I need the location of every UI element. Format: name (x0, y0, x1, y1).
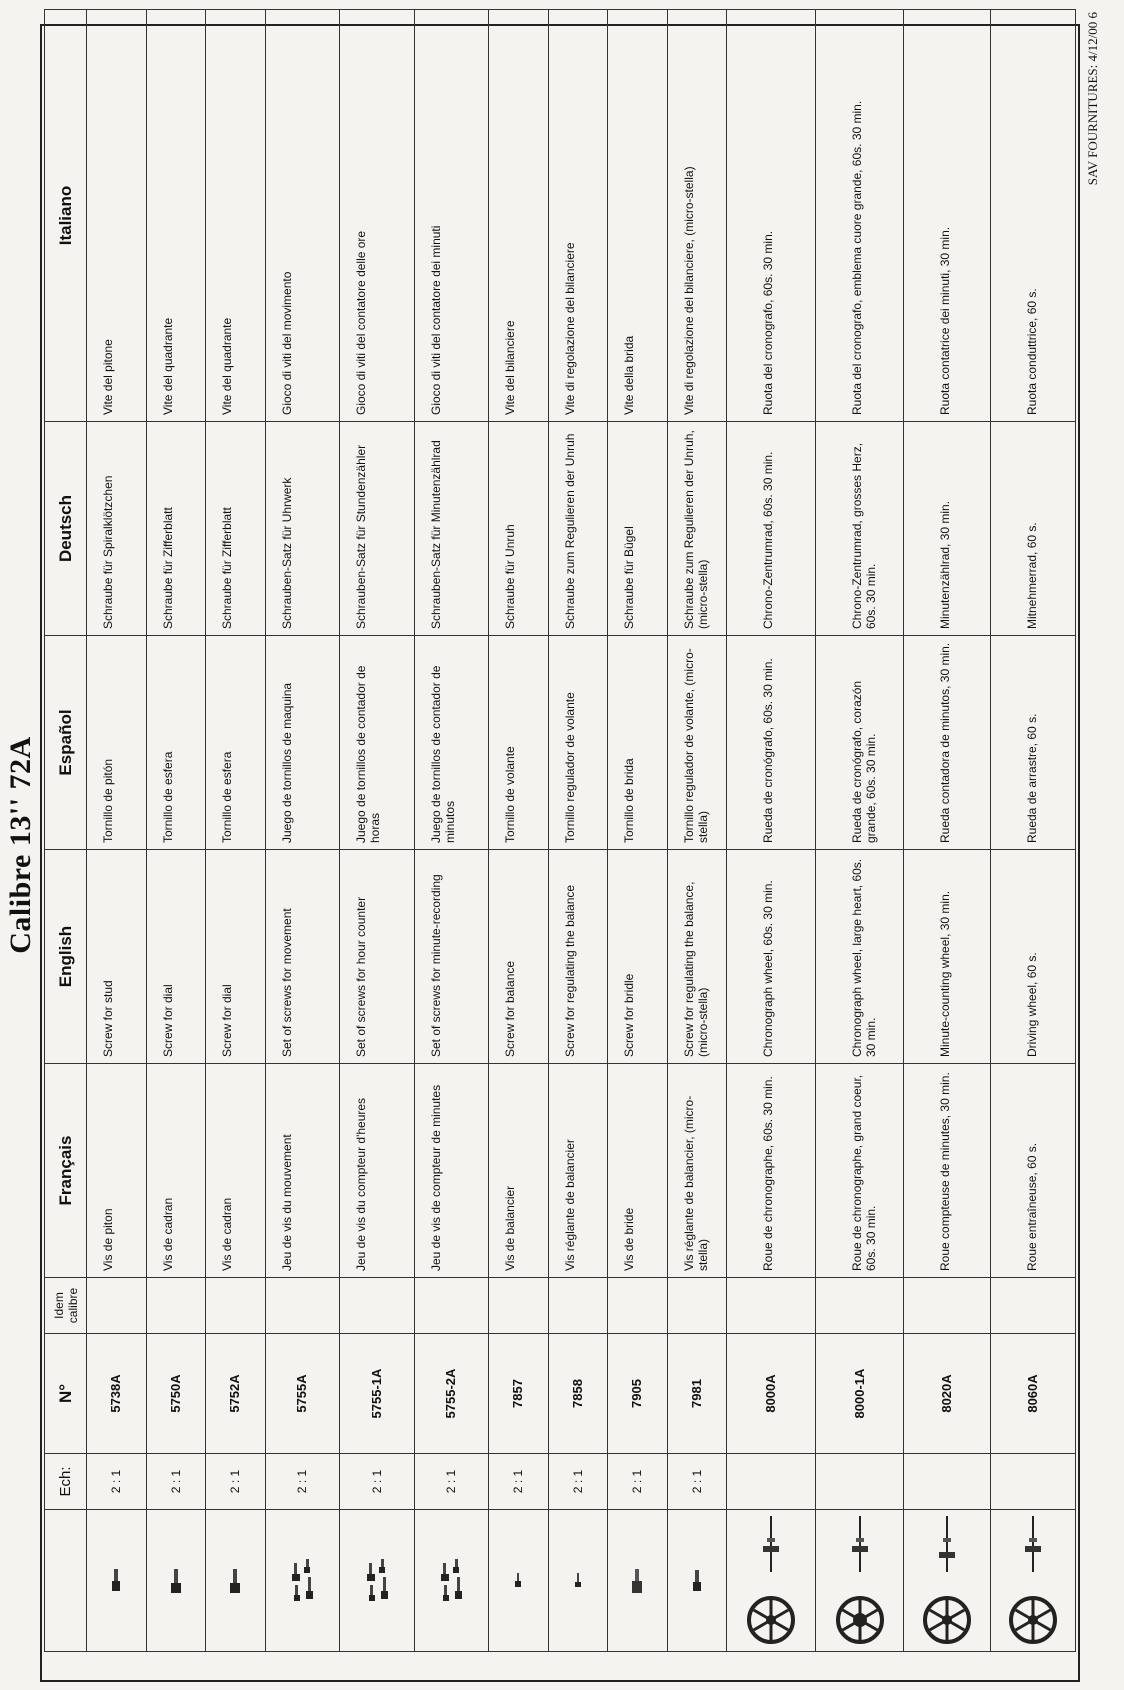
row-english: Chronograph wheel, large heart, 60s. 30 min. (816, 850, 903, 1064)
row-espanol: Rueda de cronógrafo, 60s. 30 min. (727, 636, 816, 850)
page-title: Calibre 13'' 72A (4, 736, 37, 954)
row-espanol: Rueda de arrastre, 60 s. (990, 636, 1075, 850)
row-english: Set of screws for minute-recording (414, 850, 488, 1064)
header-de: Deutsch (45, 422, 87, 636)
header-it: Italiano (45, 10, 87, 422)
row-deutsch: Mitnehmerrad, 60 s. (990, 422, 1075, 636)
chronograph-wheel-heart-icon (816, 1510, 903, 1652)
row-idem (340, 1278, 414, 1334)
row-ech (727, 1454, 816, 1510)
row-part-number: 7857 (488, 1334, 548, 1454)
row-italiano: Vite di regolazione del bilanciere, (micro-stella) (667, 10, 727, 422)
row-italiano: Ruota contatrice dei minuti, 30 min. (903, 10, 990, 422)
row-ech (903, 1454, 990, 1510)
row-idem (206, 1278, 266, 1334)
row-espanol: Tornillo de pitón (87, 636, 147, 850)
row-francais: Vis de cadran (146, 1064, 206, 1278)
row-idem (903, 1278, 990, 1334)
row-english: Set of screws for hour counter (340, 850, 414, 1064)
row-deutsch: Schraube für Bügel (608, 422, 668, 636)
row-espanol: Rueda contadora de minutos, 30 min. (903, 636, 990, 850)
row-deutsch: Schraube für Zifferblatt (146, 422, 206, 636)
table-row (727, 10, 816, 1652)
row-italiano: Vite del pitone (87, 10, 147, 422)
row-deutsch: Chrono-Zentrumrad, 60s. 30 min. (727, 422, 816, 636)
row-italiano: Ruota del cronografo, emblema cuore grande, 60s. 30 min. (816, 10, 903, 422)
table-row (667, 10, 727, 1652)
row-deutsch: Schrauben-Satz für Minutenzählrad (414, 422, 488, 636)
row-ech: 2 : 1 (146, 1454, 206, 1510)
row-italiano: Gioco di viti del contatore dei minuti (414, 10, 488, 422)
row-idem (727, 1278, 816, 1334)
row-deutsch: Schraube für Spiralklötzchen (87, 422, 147, 636)
row-part-number: 8020A (903, 1334, 990, 1454)
header-es: Español (45, 636, 87, 850)
row-idem (87, 1278, 147, 1334)
table-row (548, 10, 608, 1652)
row-ech: 2 : 1 (608, 1454, 668, 1510)
row-francais: Roue de chronographe, 60s. 30 min. (727, 1064, 816, 1278)
table-row (903, 10, 990, 1652)
row-idem (608, 1278, 668, 1334)
screw-set-icon (340, 1510, 414, 1652)
row-deutsch: Schrauben-Satz für Uhrwerk (265, 422, 339, 636)
header-en: English (45, 850, 87, 1064)
row-english: Set of screws for movement (265, 850, 339, 1064)
micro-stella-screw-icon (667, 1510, 727, 1652)
row-ech: 2 : 1 (340, 1454, 414, 1510)
stud-screw-icon (87, 1510, 147, 1652)
row-deutsch: Schrauben-Satz für Stundenzähler (340, 422, 414, 636)
row-ech: 2 : 1 (206, 1454, 266, 1510)
table-row (87, 10, 147, 1652)
row-english: Screw for regulating the balance (548, 850, 608, 1064)
row-part-number: 7858 (548, 1334, 608, 1454)
table-row (265, 10, 339, 1652)
parts-table (44, 9, 1076, 1652)
table-row (146, 10, 206, 1652)
regulating-screw-icon (548, 1510, 608, 1652)
row-english: Screw for stud (87, 850, 147, 1064)
row-deutsch: Schraube zum Regulieren der Unruh (548, 422, 608, 636)
row-idem (414, 1278, 488, 1334)
table-row (990, 10, 1075, 1652)
row-english: Minute-counting wheel, 30 min. (903, 850, 990, 1064)
row-francais: Roue de chronographe, grand coeur, 60s. 30 min. (816, 1064, 903, 1278)
row-ech (990, 1454, 1075, 1510)
row-part-number: 5752A (206, 1334, 266, 1454)
table-row (488, 10, 548, 1652)
table-row (414, 10, 488, 1652)
row-francais: Vis de bride (608, 1064, 668, 1278)
row-english: Screw for regulating the balance, (micro-stella) (667, 850, 727, 1064)
row-idem (548, 1278, 608, 1334)
minute-counting-wheel-icon (903, 1510, 990, 1652)
row-part-number: 5755-1A (340, 1334, 414, 1454)
screw-set-icon (414, 1510, 488, 1652)
row-idem (146, 1278, 206, 1334)
row-part-number: 5738A (87, 1334, 147, 1454)
header-ech: Ech: (45, 1454, 87, 1510)
bridle-screw-icon (608, 1510, 668, 1652)
header-num: N° (45, 1334, 87, 1454)
balance-screw-icon (488, 1510, 548, 1652)
row-ech: 2 : 1 (414, 1454, 488, 1510)
row-francais: Jeu de vis du compteur d'heures (340, 1064, 414, 1278)
row-espanol: Tornillo de esfera (206, 636, 266, 850)
row-francais: Vis de balancier (488, 1064, 548, 1278)
row-italiano: Vite di regolazione del bilanciere (548, 10, 608, 422)
row-deutsch: Schraube für Unruh (488, 422, 548, 636)
row-italiano: Gioco di viti del movimento (265, 10, 339, 422)
row-part-number: 8000A (727, 1334, 816, 1454)
row-part-number: 7905 (608, 1334, 668, 1454)
row-idem (816, 1278, 903, 1334)
row-idem (488, 1278, 548, 1334)
row-italiano: Gioco di viti del contatore delle ore (340, 10, 414, 422)
row-ech (816, 1454, 903, 1510)
row-part-number: 5750A (146, 1334, 206, 1454)
row-italiano: Vite del quadrante (146, 10, 206, 422)
row-deutsch: Chrono-Zentrumrad, grosses Herz, 60s. 30 min. (816, 422, 903, 636)
row-espanol: Tornillo regulador de volante, (micro-stella) (667, 636, 727, 850)
row-ech: 2 : 1 (265, 1454, 339, 1510)
row-italiano: Ruota del cronografo, 60s. 30 min. (727, 10, 816, 422)
row-idem (667, 1278, 727, 1334)
table-row (608, 10, 668, 1652)
row-italiano: Vite della brida (608, 10, 668, 422)
row-francais: Roue compteuse de minutes, 30 min. (903, 1064, 990, 1278)
row-part-number: 8060A (990, 1334, 1075, 1454)
row-francais: Roue entraîneuse, 60 s. (990, 1064, 1075, 1278)
row-espanol: Tornillo de brida (608, 636, 668, 850)
row-ech: 2 : 1 (488, 1454, 548, 1510)
row-italiano: Vite del quadrante (206, 10, 266, 422)
header-row (45, 10, 87, 1652)
row-english: Driving wheel, 60 s. (990, 850, 1075, 1064)
screw-set-icon (265, 1510, 339, 1652)
table-row (340, 10, 414, 1652)
row-deutsch: Minutenzählrad, 30 min. (903, 422, 990, 636)
row-francais: Jeu de vis de compteur de minutes (414, 1064, 488, 1278)
row-english: Chronograph wheel, 60s. 30 min. (727, 850, 816, 1064)
footer-note: SAV FOURNITURES: 4/12/00 6 (1085, 12, 1100, 186)
header-idem: Idem calibre (45, 1278, 87, 1334)
row-part-number: 5755A (265, 1334, 339, 1454)
row-part-number: 8000-1A (816, 1334, 903, 1454)
row-part-number: 5755-2A (414, 1334, 488, 1454)
row-espanol: Tornillo de volante (488, 636, 548, 850)
table-row (816, 10, 903, 1652)
row-francais: Jeu de vis du mouvement (265, 1064, 339, 1278)
row-english: Screw for dial (206, 850, 266, 1064)
header-fr: Français (45, 1064, 87, 1278)
row-francais: Vis de cadran (206, 1064, 266, 1278)
driving-wheel-icon (990, 1510, 1075, 1652)
chronograph-wheel-icon (727, 1510, 816, 1652)
row-espanol: Juego de tornillos de contador de minutos (414, 636, 488, 850)
row-idem (990, 1278, 1075, 1334)
table-row (206, 10, 266, 1652)
row-francais: Vis réglante de balancier, (micro-stella) (667, 1064, 727, 1278)
row-idem (265, 1278, 339, 1334)
row-english: Screw for bridle (608, 850, 668, 1064)
header-image (45, 1510, 87, 1652)
row-ech: 2 : 1 (87, 1454, 147, 1510)
row-francais: Vis de piton (87, 1064, 147, 1278)
dial-screw-icon (146, 1510, 206, 1652)
row-deutsch: Schraube zum Regulieren der Unruh, (micro-stella) (667, 422, 727, 636)
row-espanol: Rueda de cronógrafo, corazón grande, 60s. 30 min. (816, 636, 903, 850)
row-espanol: Juego de tornillos de maquina (265, 636, 339, 850)
row-italiano: Vite del bilanciere (488, 10, 548, 422)
row-italiano: Ruota conduttrice, 60 s. (990, 10, 1075, 422)
row-english: Screw for balance (488, 850, 548, 1064)
row-english: Screw for dial (146, 850, 206, 1064)
row-espanol: Tornillo de esfera (146, 636, 206, 850)
row-espanol: Juego de tornillos de contador de horas (340, 636, 414, 850)
row-deutsch: Schraube für Zifferblatt (206, 422, 266, 636)
row-ech: 2 : 1 (548, 1454, 608, 1510)
row-part-number: 7981 (667, 1334, 727, 1454)
row-francais: Vis réglante de balancier (548, 1064, 608, 1278)
row-espanol: Tornillo regulador de volante (548, 636, 608, 850)
row-ech: 2 : 1 (667, 1454, 727, 1510)
dial-screw-icon (206, 1510, 266, 1652)
